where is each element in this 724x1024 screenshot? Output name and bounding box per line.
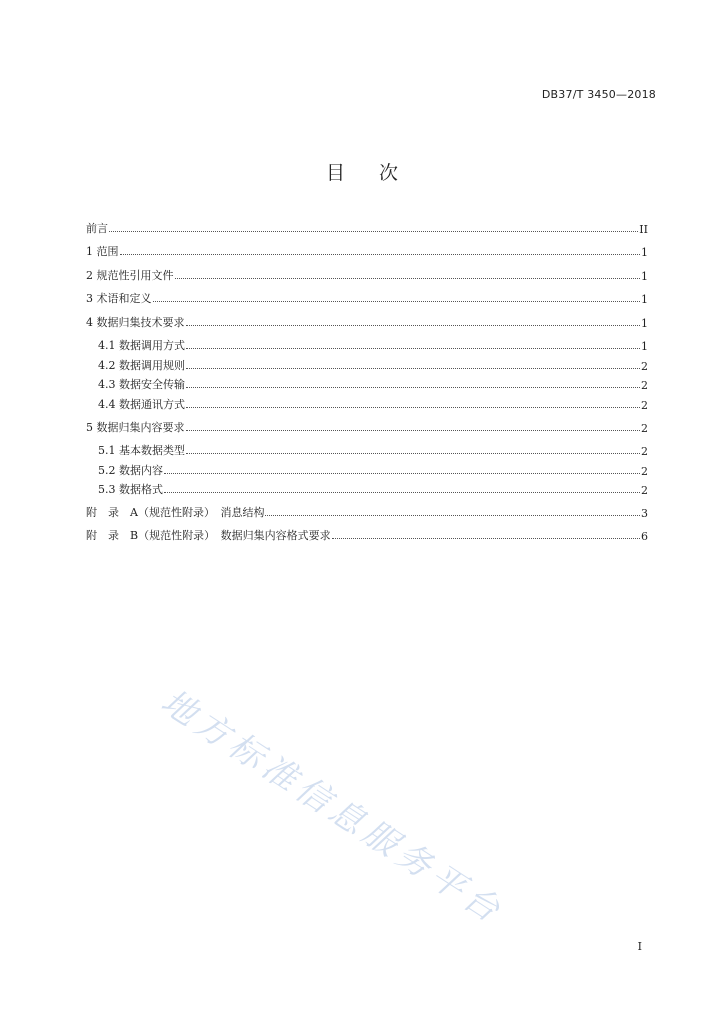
toc-entry-page: 2	[641, 422, 648, 435]
toc-entry-foreword[interactable]	[86, 220, 648, 236]
toc-entry-label: 5.2 数据内容	[98, 464, 163, 477]
dot-leader	[186, 348, 640, 349]
toc-entry-label: 5 数据归集内容要求	[86, 421, 185, 434]
toc-entry-label: 附 录 B（规范性附录） 数据归集内容格式要求	[86, 529, 331, 542]
toc-entry-page: 2	[641, 445, 648, 458]
toc-entry-label: 3 术语和定义	[86, 292, 152, 305]
dot-leader	[109, 231, 638, 232]
title-char-1: 目	[325, 162, 345, 184]
toc-entry-page: 1	[641, 246, 648, 259]
toc-entry-label: 5.3 数据格式	[98, 483, 163, 496]
dot-leader	[175, 278, 641, 279]
dot-leader	[186, 387, 640, 388]
toc-entry-label: 4.3 数据安全传输	[98, 378, 185, 391]
toc-entry-5-1[interactable]	[98, 442, 648, 458]
toc-entry-label: 4.4 数据通讯方式	[98, 398, 185, 411]
toc-entry-page: 6	[641, 530, 648, 543]
toc-entry-page: 2	[641, 484, 648, 497]
toc-entry-page: 1	[641, 340, 648, 353]
dot-leader	[120, 254, 641, 255]
toc-entry-page: 2	[641, 379, 648, 392]
toc-entry-page: 1	[641, 317, 648, 330]
page-title	[0, 158, 724, 185]
toc-entry-page: 2	[641, 399, 648, 412]
dot-leader	[186, 407, 640, 408]
toc-entry-5[interactable]	[86, 419, 648, 435]
toc-entry-label: 4.2 数据调用规则	[98, 359, 185, 372]
toc-entry-appendix-a[interactable]	[86, 504, 648, 520]
document-code: DB37/T 3450—2018	[541, 88, 656, 101]
toc-entry-label: 1 范围	[86, 245, 119, 258]
toc-entry-page: 3	[641, 507, 648, 520]
toc-entry-4-1[interactable]	[98, 337, 648, 353]
toc-entry-label: 5.1 基本数据类型	[98, 444, 185, 457]
toc-entry-label: 前言	[86, 222, 108, 235]
toc-entry-label: 2 规范性引用文件	[86, 269, 174, 282]
toc-entry-4-3[interactable]	[98, 376, 648, 392]
toc-entry-page: 1	[641, 293, 648, 306]
dot-leader	[265, 515, 640, 516]
watermark: 地方标准信息服务平台	[153, 681, 512, 934]
toc-entry-page: 2	[641, 360, 648, 373]
page-number: I	[637, 940, 642, 953]
toc-entry-3[interactable]	[86, 290, 648, 306]
dot-leader	[164, 492, 640, 493]
toc-entry-page: 2	[641, 465, 648, 478]
toc-entry-label: 4.1 数据调用方式	[98, 339, 185, 352]
toc-entry-label: 附 录 A（规范性附录） 消息结构	[86, 506, 265, 519]
toc-entry-2[interactable]	[86, 267, 648, 283]
toc-entry-page: II	[639, 223, 648, 236]
toc-entry-4-2[interactable]	[98, 357, 648, 373]
toc-entry-4-4[interactable]	[98, 396, 648, 412]
toc-entry-4[interactable]	[86, 314, 648, 330]
toc-entry-appendix-b[interactable]	[86, 527, 648, 543]
dot-leader	[332, 538, 640, 539]
toc-entry-5-3[interactable]	[98, 481, 648, 497]
dot-leader	[186, 430, 641, 431]
dot-leader	[164, 473, 640, 474]
dot-leader	[153, 301, 641, 302]
toc-entry-1[interactable]	[86, 243, 648, 259]
toc-entry-page: 1	[641, 270, 648, 283]
dot-leader	[186, 325, 641, 326]
dot-leader	[186, 453, 640, 454]
title-char-2: 次	[379, 162, 399, 184]
dot-leader	[186, 368, 640, 369]
toc-entry-5-2[interactable]	[98, 462, 648, 478]
toc-entry-label: 4 数据归集技术要求	[86, 316, 185, 329]
